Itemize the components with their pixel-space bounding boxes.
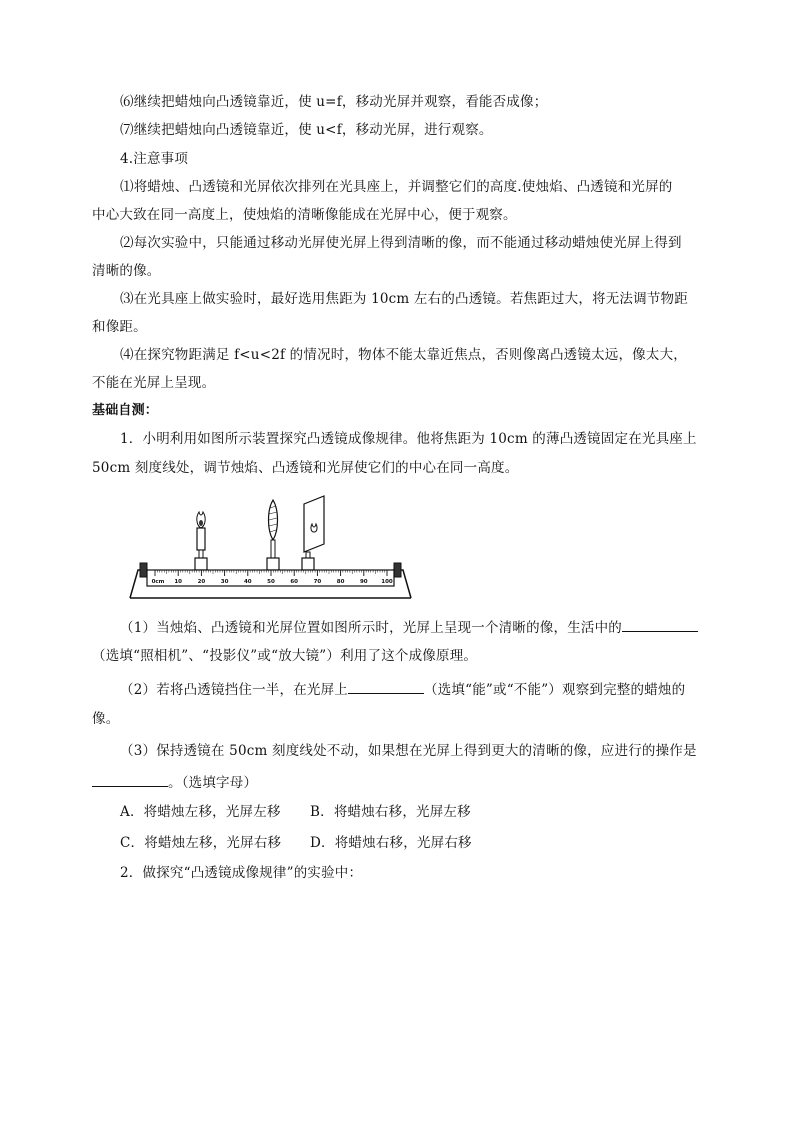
note-4-line-2: 不能在光屏上呈现。	[92, 375, 216, 391]
options-row-2	[120, 834, 730, 852]
note-2-line-1: ⑵每次实验中，只能通过移动光屏使光屏上得到清晰的像，而不能通过移动蜡烛使光屏上得到	[120, 235, 682, 251]
ruler-label: 40	[243, 579, 252, 585]
answer-blank-1[interactable]	[622, 617, 698, 632]
optical-bench-figure	[128, 494, 413, 606]
q1-part2-text: （2）若将凸透镜挡住一半，在光屏上	[120, 682, 348, 698]
note-4-line-1: ⑷在探究物距满足 f<u<2f 的情况时，物体不能太靠近焦点，否则像离凸透镜太远，像太大，	[120, 347, 687, 363]
note-2-line-2: 清晰的像。	[92, 263, 161, 279]
question-1-part-3-line-2	[92, 772, 702, 792]
note-1-line-2: 中心大致在同一高度上，使烛焰的清晰像能成在光屏中心，便于观察。	[92, 207, 517, 223]
convex-lens-icon	[267, 500, 279, 570]
ruler-label: 30	[220, 579, 229, 585]
ruler-label: 20	[197, 579, 206, 585]
step-7-text: ⑺继续把蜡烛向凸透镜靠近，使 u<f，移动光屏，进行观察。	[120, 122, 493, 138]
step-6-text: ⑹继续把蜡烛向凸透镜靠近，使 u=f，移动光屏并观察，看能否成像；	[120, 94, 548, 110]
question-1-part-2-line-1	[120, 679, 730, 699]
candle-icon	[195, 512, 207, 570]
question-1-part-3-line-1: （3）保持透镜在 50cm 刻度线处不动，如果想在光屏上得到更大的清晰的像，应进行的操作是	[120, 743, 697, 759]
answer-blank-2[interactable]	[348, 679, 424, 694]
note-3-line-1: ⑶在光具座上做实验时，最好选用焦距为 10cm 左右的凸透镜。若焦距过大，将无法调节物距	[120, 291, 688, 307]
ruler-label: 0cm	[151, 579, 165, 585]
question-1-line-1: 1．小明利用如图所示装置探究凸透镜成像规律。他将焦距为 10cm 的薄凸透镜固定在光具座上	[120, 431, 697, 447]
note-3-line-2: 和像距。	[92, 319, 147, 335]
question-1-part-2-line-2: 像。	[92, 711, 120, 727]
answer-blank-3[interactable]	[92, 772, 168, 787]
ruler-label: 60	[290, 579, 299, 585]
question-1-part-1-line-1	[120, 617, 730, 637]
ruler-label: 90	[359, 579, 368, 585]
ruler-label: 100	[381, 579, 393, 585]
notes-heading: 4.注意事项	[120, 151, 189, 167]
note-1-line-1: ⑴将蜡烛、凸透镜和光屏依次排列在光具座上，并调整它们的高度.使烛焰、凸透镜和光屏的	[120, 179, 673, 195]
q1-part2-tail: （选填“能”或“不能”）观察到完整的蜡烛的	[424, 682, 686, 698]
option-a: A．将蜡烛左移，光屏左移	[120, 804, 281, 820]
options-row-1	[120, 803, 730, 821]
ruler-label: 70	[313, 579, 322, 585]
option-c: C．将蜡烛左移，光屏右移	[120, 835, 282, 851]
option-d: D．将蜡烛右移，光屏右移	[310, 835, 472, 851]
ruler-label: 50	[267, 579, 275, 585]
q1-part3-tail: 。（选填字母）	[168, 775, 258, 791]
ruler-label: 10	[174, 579, 183, 585]
ruler-label: 80	[336, 579, 345, 585]
question-2-text: 2．做探究“凸透镜成像规律”的实验中：	[120, 865, 363, 881]
self-test-heading: 基础自测：	[92, 403, 159, 418]
question-1-line-2: 50cm 刻度线处，调节烛焰、凸透镜和光屏使它们的中心在同一高度。	[92, 460, 519, 476]
question-1-part-1-line-2: （选填“照相机”、“投影仪”或“放大镜”）利用了这个成像原理。	[92, 648, 478, 664]
q1-part1-text: （1）当烛焰、凸透镜和光屏位置如图所示时，光屏上呈现一个清晰的像，生活中的	[120, 620, 622, 636]
option-b: B．将蜡烛右移，光屏左移	[310, 804, 471, 820]
light-screen-icon	[302, 496, 324, 570]
